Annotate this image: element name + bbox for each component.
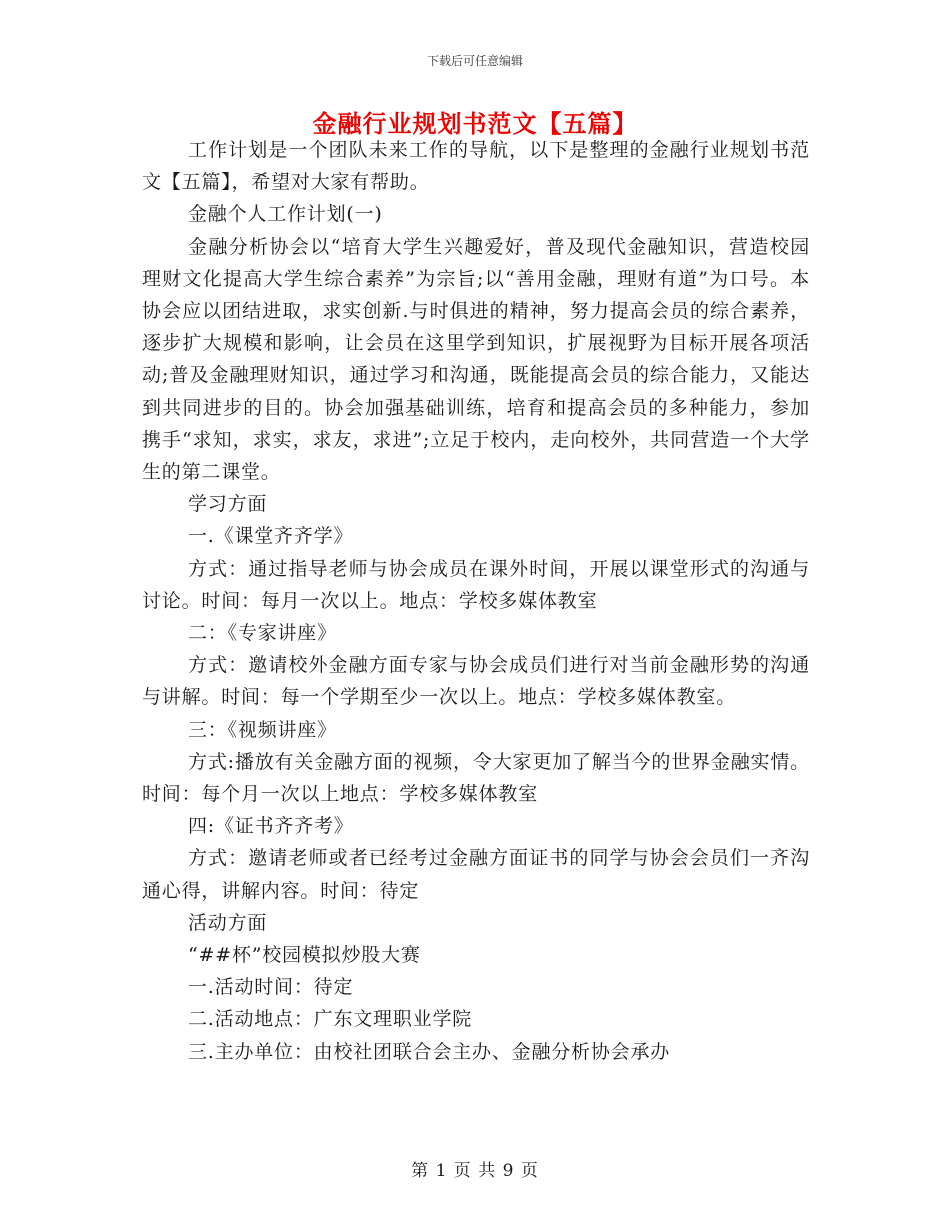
total-page-count: 9: [502, 1161, 515, 1181]
current-page-number: 1: [435, 1161, 448, 1181]
item-detail-expert-lecture: 方式：邀请校外金融方面专家与协会成员们进行对当前金融形势的沟通与讲解。时间：每一个学期至少一次以上。地点：学校多媒体教室。: [142, 654, 810, 709]
activity-location: 二.活动地点：广东文理职业学院: [188, 1008, 473, 1031]
section-heading-study: 学习方面: [188, 493, 268, 516]
activity-organizer: 三.主办单位：由校社团联合会主办、金融分析协会承办: [188, 1040, 671, 1063]
item-heading-expert-lecture: 二：《专家讲座》: [188, 622, 337, 645]
item-heading-classroom: 一.《课堂齐齐学》: [188, 525, 354, 548]
page-footer: [0, 1156, 950, 1181]
item-heading-video-lecture: 三：《视频讲座》: [188, 718, 337, 741]
document-body: [142, 134, 810, 1068]
activity-title: “##杯”校园模拟炒股大赛: [188, 944, 421, 967]
page-label-mid: 页 共: [453, 1161, 497, 1181]
paragraph-intro: 工作计划是一个团队未来工作的导航，以下是整理的金融行业规划书范文【五篇】，希望对大家有帮助。: [142, 139, 810, 194]
paragraph-association-mission: 金融分析协会以“培育大学生兴趣爱好，普及现代金融知识，营造校园理财文化提高大学生综合素养”为宗旨;以“善用金融，理财有道”为口号。本协会应以团结进取，求实创新.与时俱进的精神，努力提高会员的综合素养，逐步扩大规模和影响，让会员在这里学到知识，扩展视野为目标开展各项活动;普及金融理财知识，通过学习和沟通，既能提高会员的综合能力，又能达到共同进步的目的。协会加强基础训练，培育和提高会员的多种能力，参加携手“求知，求实，求友，求进”;立足于校内，走向校外，共同营造一个大学生的第二课堂。: [142, 235, 810, 484]
page-label-suffix: 页: [520, 1161, 539, 1181]
activity-time: 一.活动时间：待定: [188, 976, 354, 999]
item-heading-certificate: 四:《证书齐齐考》: [188, 815, 354, 838]
section-heading-activities: 活动方面: [188, 911, 268, 934]
item-detail-classroom: 方式：通过指导老师与协会成员在课外时间，开展以课堂形式的沟通与讨论。时间：每月一次以上。地点：学校多媒体教室: [142, 557, 810, 612]
page-label-prefix: 第: [411, 1161, 430, 1181]
document-title: 金融行业规划书范文【五篇】: [312, 109, 638, 138]
section-heading-plan-1: 金融个人工作计划(一): [188, 203, 383, 226]
header-note: 下载后可任意编辑: [426, 54, 523, 68]
item-detail-certificate: 方式：邀请老师或者已经考过金融方面证书的同学与协会会员们一齐沟通心得，讲解内容。时间：待定: [142, 847, 810, 902]
item-detail-video-lecture: 方式:播放有关金融方面的视频，令大家更加了解当今的世界金融实情。时间：每个月一次以上地点：学校多媒体教室: [142, 750, 810, 806]
